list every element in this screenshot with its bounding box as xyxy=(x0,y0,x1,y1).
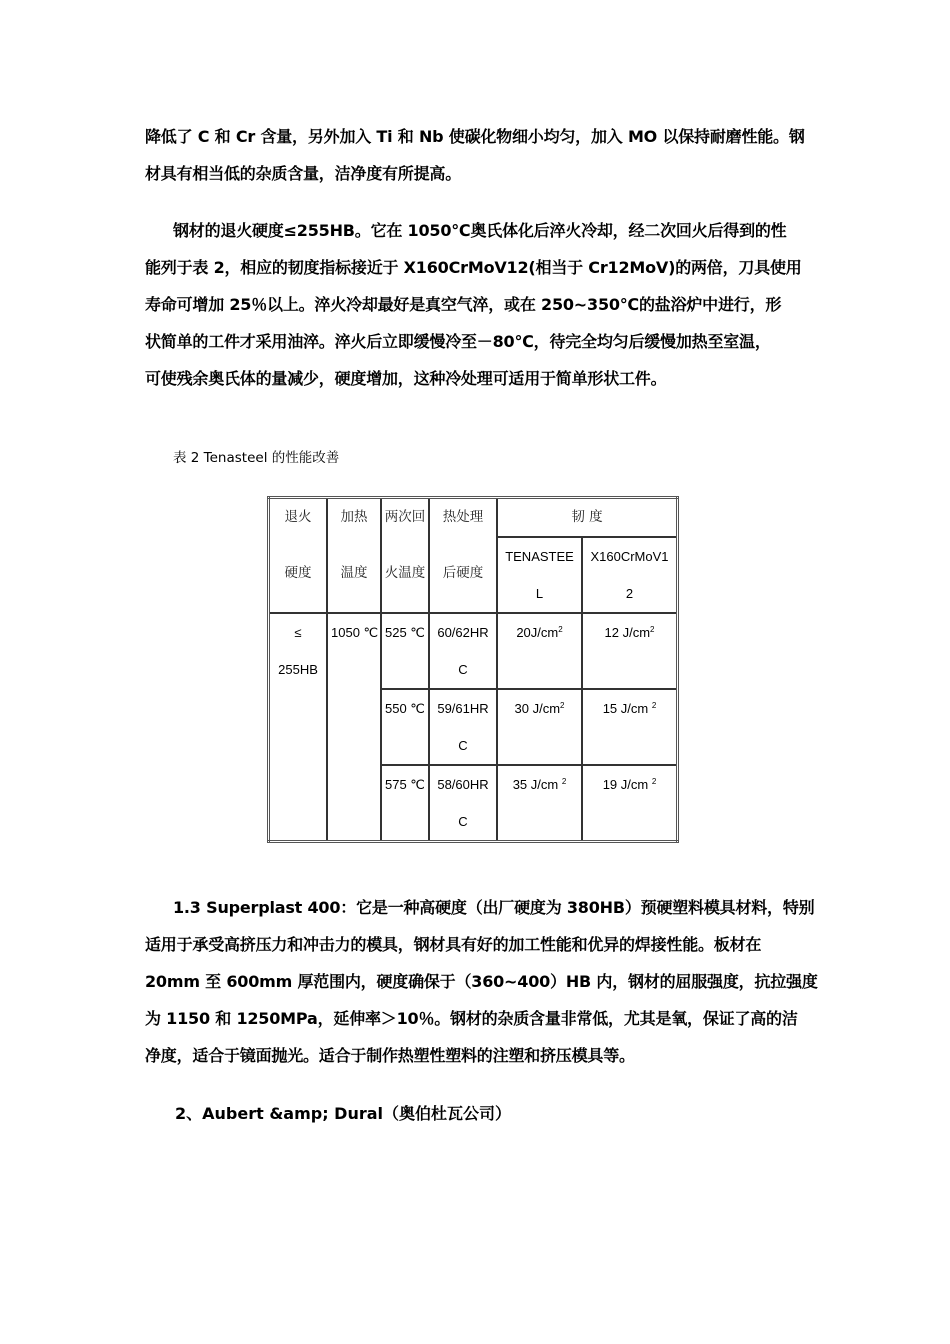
paragraph-line: 适用于承受高挤压力和冲击力的模具，钢材具有好的加工性能和优异的焊接性能。板材在 xyxy=(145,935,762,954)
paragraph-line: 寿命可增加 25％以上。淬火冷却最好是真空气淬，或在 250~350℃的盐浴炉中进行，形 xyxy=(145,295,782,314)
paragraph-3 xyxy=(145,889,818,1074)
x160-toughness-cell xyxy=(582,765,678,842)
header-annealing-hardness xyxy=(269,498,328,614)
paragraph-line: 净度，适合于镜面抛光。适合于制作热塑性塑料的注塑和挤压模具等。 xyxy=(145,1046,635,1065)
header-toughness: 韧 度 xyxy=(497,498,678,538)
superscript: 2 xyxy=(560,701,565,710)
tempering-cell: 525 ℃ xyxy=(381,613,429,689)
cell-text: 20J/cm xyxy=(516,625,559,640)
paragraph-line: 能列于表 2，相应的韧度指标接近于 X160CrMoV12(相当于 Cr12MoV)的两倍，刀具使用 xyxy=(145,258,802,277)
header-text: 退火 xyxy=(284,509,312,525)
header-text: 后硬度 xyxy=(442,565,484,581)
header-text: L xyxy=(535,586,544,601)
cell-text: 12 J/cm xyxy=(604,625,651,640)
section-heading: 2、Aubert &amp; Dural（奥伯杜瓦公司） xyxy=(175,1104,512,1123)
cell-text: 59/61HR xyxy=(437,701,489,716)
cell-text: 1050 ℃ xyxy=(331,625,379,640)
header-text: 加热 xyxy=(340,509,368,525)
tenasteel-toughness-cell xyxy=(497,689,582,765)
cell-text: 58/60HR xyxy=(437,777,489,792)
header-x160crmov12 xyxy=(582,537,678,613)
header-text: 温度 xyxy=(340,565,368,581)
header-post-treatment-hardness xyxy=(429,498,497,614)
paragraph-line: 为 1150 和 1250MPa，延伸率＞10％。钢材的杂质含量非常低，尤其是氧，保证了高的洁 xyxy=(145,1009,798,1028)
header-text: 硬度 xyxy=(284,565,312,581)
header-text: 热处理 xyxy=(442,509,484,525)
heating-temperature-value xyxy=(327,613,381,842)
tenasteel-toughness-cell xyxy=(497,613,582,689)
cell-text: ≤ xyxy=(294,625,302,640)
cell-text: 35 J/cm xyxy=(512,777,562,792)
hardness-cell xyxy=(429,765,497,842)
cell-text: C xyxy=(458,738,468,753)
annealing-hardness-value xyxy=(269,613,328,842)
x160-toughness-cell xyxy=(582,689,678,765)
cell-text: 255HB xyxy=(278,662,318,677)
paragraph-line: 钢材的退火硬度≤255HB。它在 1050℃奥氏体化后淬火冷却，经二次回火后得到的性 xyxy=(173,221,787,240)
tempering-cell: 550 ℃ xyxy=(381,689,429,765)
superscript: 2 xyxy=(558,625,563,634)
superscript: 2 xyxy=(651,701,657,710)
tempering-cell: 575 ℃ xyxy=(381,765,429,842)
cell-text: 19 J/cm xyxy=(602,777,652,792)
header-text: X160CrMoV1 xyxy=(590,549,669,564)
properties-table xyxy=(267,496,679,843)
header-text: 两次回 xyxy=(384,509,426,525)
cell-text: C xyxy=(458,814,468,829)
superscript: 2 xyxy=(650,625,655,634)
paragraph-line: 可使残余奥氏体的量减少，硬度增加，这种冷处理可适用于简单形状工件。 xyxy=(145,369,667,388)
table-caption: 表 2 Tenasteel 的性能改善 xyxy=(173,450,340,466)
paragraph-line: 状简单的工件才采用油淬。淬火后立即缓慢冷至－80℃，待完全均匀后缓慢加热至室温， xyxy=(145,332,771,351)
header-tempering-temperature xyxy=(381,498,429,614)
superscript: 2 xyxy=(651,777,657,786)
paragraph-1 xyxy=(145,118,807,192)
cell-text: 60/62HR xyxy=(437,625,489,640)
paragraph-2 xyxy=(145,212,807,397)
paragraph-line: 材具有相当低的杂质含量，洁净度有所提高。 xyxy=(145,164,462,183)
hardness-cell xyxy=(429,689,497,765)
header-text: TENASTEE xyxy=(505,549,574,564)
paragraph-line: 20mm 至 600mm 厚范围内，硬度确保于（360~400）HB 内，钢材的屈服强度，抗拉强度 xyxy=(145,972,818,991)
table-row xyxy=(269,613,678,689)
x160-toughness-cell xyxy=(582,613,678,689)
superscript: 2 xyxy=(561,777,567,786)
header-tenasteel xyxy=(497,537,582,613)
paragraph-line: 降低了 C 和 Cr 含量，另外加入 Ti 和 Nb 使碳化物细小均匀，加入 MO 以保持耐磨性能。钢 xyxy=(145,127,805,146)
header-heating-temperature xyxy=(327,498,381,614)
paragraph-line: 1.3 Superplast 400：它是一种高硬度（出厂硬度为 380HB）预硬塑料模具材料，特别 xyxy=(173,898,815,917)
tenasteel-toughness-cell xyxy=(497,765,582,842)
cell-text: C xyxy=(458,662,468,677)
hardness-cell xyxy=(429,613,497,689)
cell-text: 15 J/cm xyxy=(602,701,652,716)
cell-text: 30 J/cm xyxy=(514,701,561,716)
header-text: 火温度 xyxy=(384,565,426,581)
header-text: 2 xyxy=(625,586,634,601)
